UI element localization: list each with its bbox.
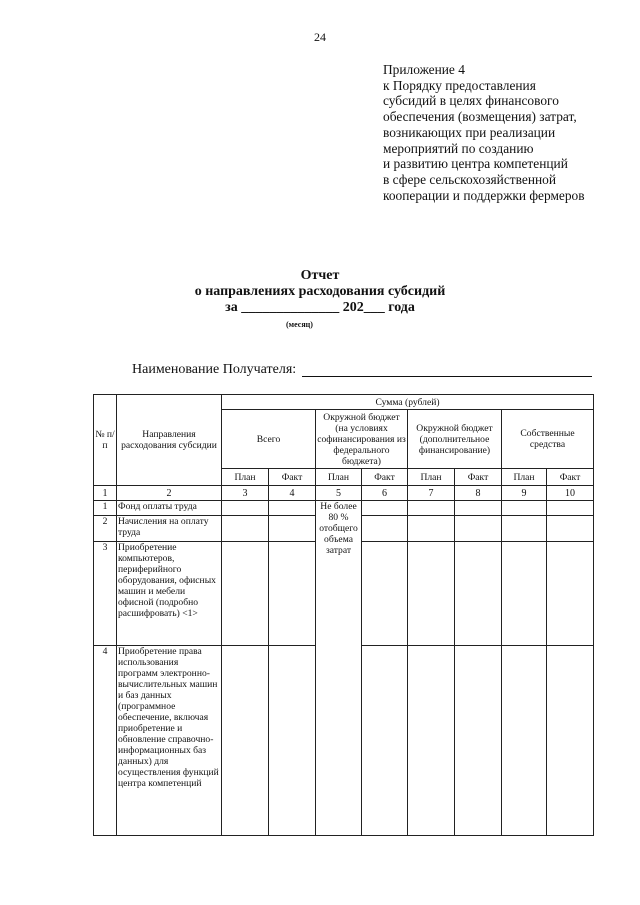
column-number: 6	[362, 486, 408, 501]
appendix-line: мероприятий по созданию	[383, 140, 534, 156]
header-fact: Факт	[547, 469, 594, 486]
row-name: Приобретение права использования программ электронно-вычислительных машин и баз данных (программное обеспечение, включая приобретение и обновление справочно-информационных баз данных) для осуществления функций центра компетенций	[117, 646, 222, 836]
value-cell	[362, 542, 408, 646]
row-number: 3	[94, 542, 117, 646]
value-cell	[455, 646, 502, 836]
column-number: 2	[117, 486, 222, 501]
table-row	[94, 501, 594, 516]
header-sum: Сумма (рублей)	[222, 395, 594, 410]
header-direction: Направления расходования субсидии	[117, 395, 222, 486]
value-cell	[502, 542, 547, 646]
value-cell	[269, 646, 316, 836]
title-line-2: о направлениях расходования субсидий	[194, 284, 446, 299]
appendix-line: Приложение 4	[383, 62, 465, 77]
column-number: 3	[222, 486, 269, 501]
month-caption: (месяц)	[286, 320, 313, 329]
value-cell	[408, 516, 455, 542]
appendix-line: субсидий в целях финансового	[383, 93, 559, 109]
header-plan: План	[222, 469, 269, 486]
value-cell	[455, 516, 502, 542]
value-cell	[547, 542, 594, 646]
value-cell	[502, 516, 547, 542]
column-number: 5	[316, 486, 362, 501]
value-cell	[547, 646, 594, 836]
value-cell	[222, 516, 269, 542]
value-cell	[455, 542, 502, 646]
header-fact: Факт	[362, 469, 408, 486]
value-cell	[502, 501, 547, 516]
row-number: 1	[94, 501, 117, 516]
header-plan: План	[408, 469, 455, 486]
header-fact: Факт	[455, 469, 502, 486]
column-number: 8	[455, 486, 502, 501]
column-number: 9	[502, 486, 547, 501]
page-number: 24	[314, 30, 326, 44]
value-cell	[408, 501, 455, 516]
row-name: Приобретение компьютеров, периферийного оборудования, офисных машин и мебели офисной (подробно расшифровать) <1>	[117, 542, 222, 646]
header-district-federal: Окружной бюджет (на условиях софинансирования из федерального бюджета)	[317, 411, 406, 467]
title-line-1: Отчет	[300, 268, 340, 283]
value-cell	[269, 542, 316, 646]
value-cell	[455, 501, 502, 516]
value-cell	[547, 516, 594, 542]
row-name: Начисления на оплату труда	[117, 516, 222, 542]
appendix-line: кооперации и поддержки фермеров	[383, 187, 585, 203]
value-cell	[502, 646, 547, 836]
row-number: 2	[94, 516, 117, 542]
column-number-row	[94, 486, 594, 501]
appendix-line: к Порядку предоставления	[383, 77, 536, 93]
appendix-line: возникающих при реализации	[383, 124, 556, 140]
value-cell	[408, 542, 455, 646]
header-num: № п/п	[94, 395, 117, 486]
value-cell	[269, 501, 316, 516]
value-cell	[362, 516, 408, 542]
row-number: 4	[94, 646, 117, 836]
recipient-fill-line	[302, 376, 592, 377]
header-own-funds: Собственные средства	[502, 410, 594, 469]
header-fact: Факт	[269, 469, 316, 486]
header-district-additional: Окружной бюджет (дополнительное финансирование)	[408, 410, 502, 469]
column-number: 4	[269, 486, 316, 501]
report-table	[93, 394, 594, 836]
recipient-label: Наименование Получателя:	[132, 362, 297, 377]
value-cell	[408, 646, 455, 836]
row-name: Фонд оплаты труда	[117, 501, 222, 516]
report-title	[0, 268, 640, 316]
value-cell	[222, 646, 269, 836]
column-number: 10	[547, 486, 594, 501]
value-cell	[547, 501, 594, 516]
value-cell	[222, 542, 269, 646]
header-total: Всего	[222, 410, 316, 469]
appendix-header	[383, 62, 623, 203]
column-number: 7	[408, 486, 455, 501]
title-line-3: за ______________ 202___ года	[225, 300, 415, 315]
value-cell	[362, 501, 408, 516]
appendix-line: обеспечения (возмещения) затрат,	[383, 109, 577, 125]
appendix-line: в сфере сельскохозяйственной	[383, 171, 557, 187]
value-cell	[362, 646, 408, 836]
column-number: 1	[94, 486, 117, 501]
header-plan: План	[502, 469, 547, 486]
appendix-line: и развитию центра компетенций	[383, 156, 568, 172]
value-cell	[222, 501, 269, 516]
merged-limit-note: Не более 80 % отобщего объема затрат	[316, 501, 362, 836]
header-plan: План	[316, 469, 362, 486]
value-cell	[269, 516, 316, 542]
